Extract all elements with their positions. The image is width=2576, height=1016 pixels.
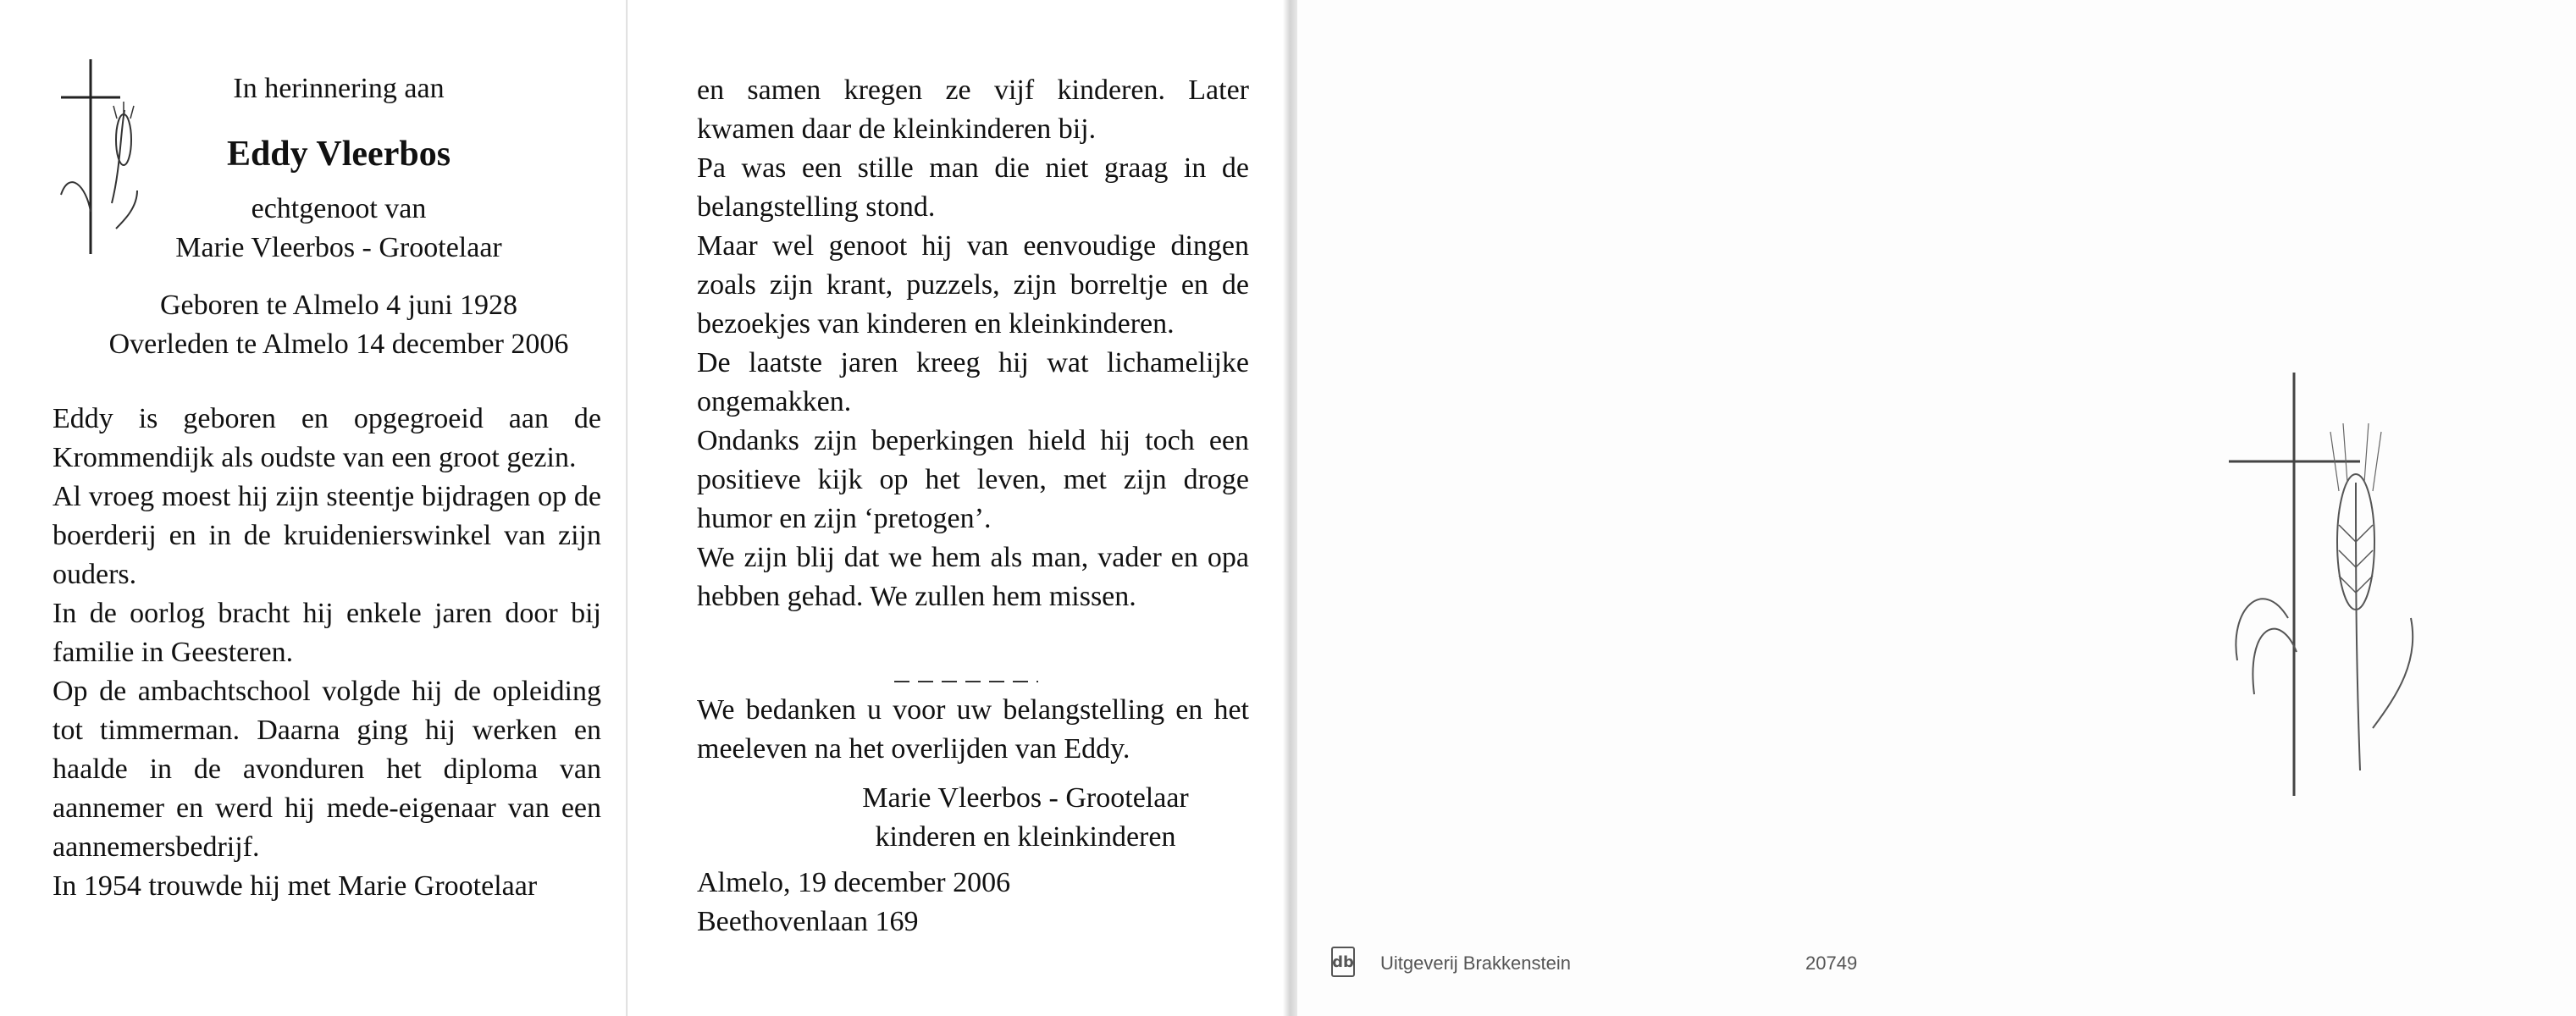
place-date: Almelo, 19 december 2006: [697, 867, 1011, 898]
biography-paragraph: en samen kregen ze vijf kinderen. Later kwamen daar de kleinkinderen bij.: [697, 75, 1249, 145]
spouse-block: [135, 190, 542, 268]
signer-family: kinderen en kleinkinderen: [875, 821, 1176, 853]
biography-left: [53, 400, 601, 906]
biography-paragraph: Al vroeg moest hij zijn steentje bijdragen op de boerderij en in de kruidenierswinkel van zijn ouders.: [53, 481, 601, 590]
biography-paragraph: Ondanks zijn beperkingen hield hij toch een positieve kijk op het leven, met zijn droge humor en zijn ‘pretogen’.: [697, 425, 1249, 534]
dashed-separator: [894, 677, 1038, 686]
thanks-text: We bedanken u voor uw belangstelling en het meeleven na het overlijden van Eddy.: [697, 694, 1249, 765]
publisher-logo: db: [1331, 947, 1355, 977]
publisher-name: Uitgeverij Brakkenstein: [1380, 952, 1571, 974]
place-date-block: [697, 864, 1205, 941]
spouse-name: Marie Vleerbos - Grootelaar: [175, 232, 502, 263]
signers-block: [856, 779, 1195, 857]
card-fold: [1283, 0, 1297, 1016]
signer-spouse: Marie Vleerbos - Grootelaar: [862, 782, 1189, 814]
outer-page: [1297, 0, 2576, 1016]
biography-paragraph: Pa was een stille man die niet graag in de belangstelling stond.: [697, 152, 1249, 223]
biography-paragraph: De laatste jaren kreeg hij wat lichamelijke ongemakken.: [697, 347, 1249, 417]
biography-paragraph: Maar wel genoot hij van eenvoudige dingen zoals zijn krant, puzzels, zijn borreltje en de bezoekjes van kinderen en kleinkinderen.: [697, 230, 1249, 340]
cross-with-wheat-icon: [2229, 373, 2457, 804]
biography-paragraph: In de oorlog bracht hij enkele jaren door bij familie in Geesteren.: [53, 598, 601, 668]
inner-left-page: [0, 0, 627, 1016]
biography-paragraph: In 1954 trouwde hij met Marie Grootelaar: [53, 870, 538, 902]
deceased-name: Eddy Vleerbos: [226, 135, 451, 174]
address: Beethovenlaan 169: [697, 906, 919, 937]
birth-line: Geboren te Almelo 4 juni 1928: [159, 290, 518, 321]
biography-paragraph: Op de ambachtschool volgde hij de opleiding tot timmerman. Daarna ging hij werken en haalde in de avonduren het diploma van aannemer en werd hij mede-eigenaar van een aannemersbedrijf.: [53, 676, 601, 863]
biography-paragraph: Eddy is geboren en opgegroeid aan de Krommendijk als oudste van een groot gezin.: [53, 403, 601, 473]
memory-heading: In herinnering aan: [233, 73, 445, 104]
biography-paragraph: We zijn blij dat we hem als man, vader en opa hebben gehad. We zullen hem missen.: [697, 542, 1249, 612]
biography-right: [697, 71, 1249, 616]
death-line: Overleden te Almelo 14 december 2006: [108, 329, 569, 360]
inner-right-page: [627, 0, 1283, 1016]
card-number: 20749: [1805, 952, 1858, 974]
dates-block: [51, 286, 627, 364]
spouse-intro: echtgenoot van: [251, 193, 427, 224]
